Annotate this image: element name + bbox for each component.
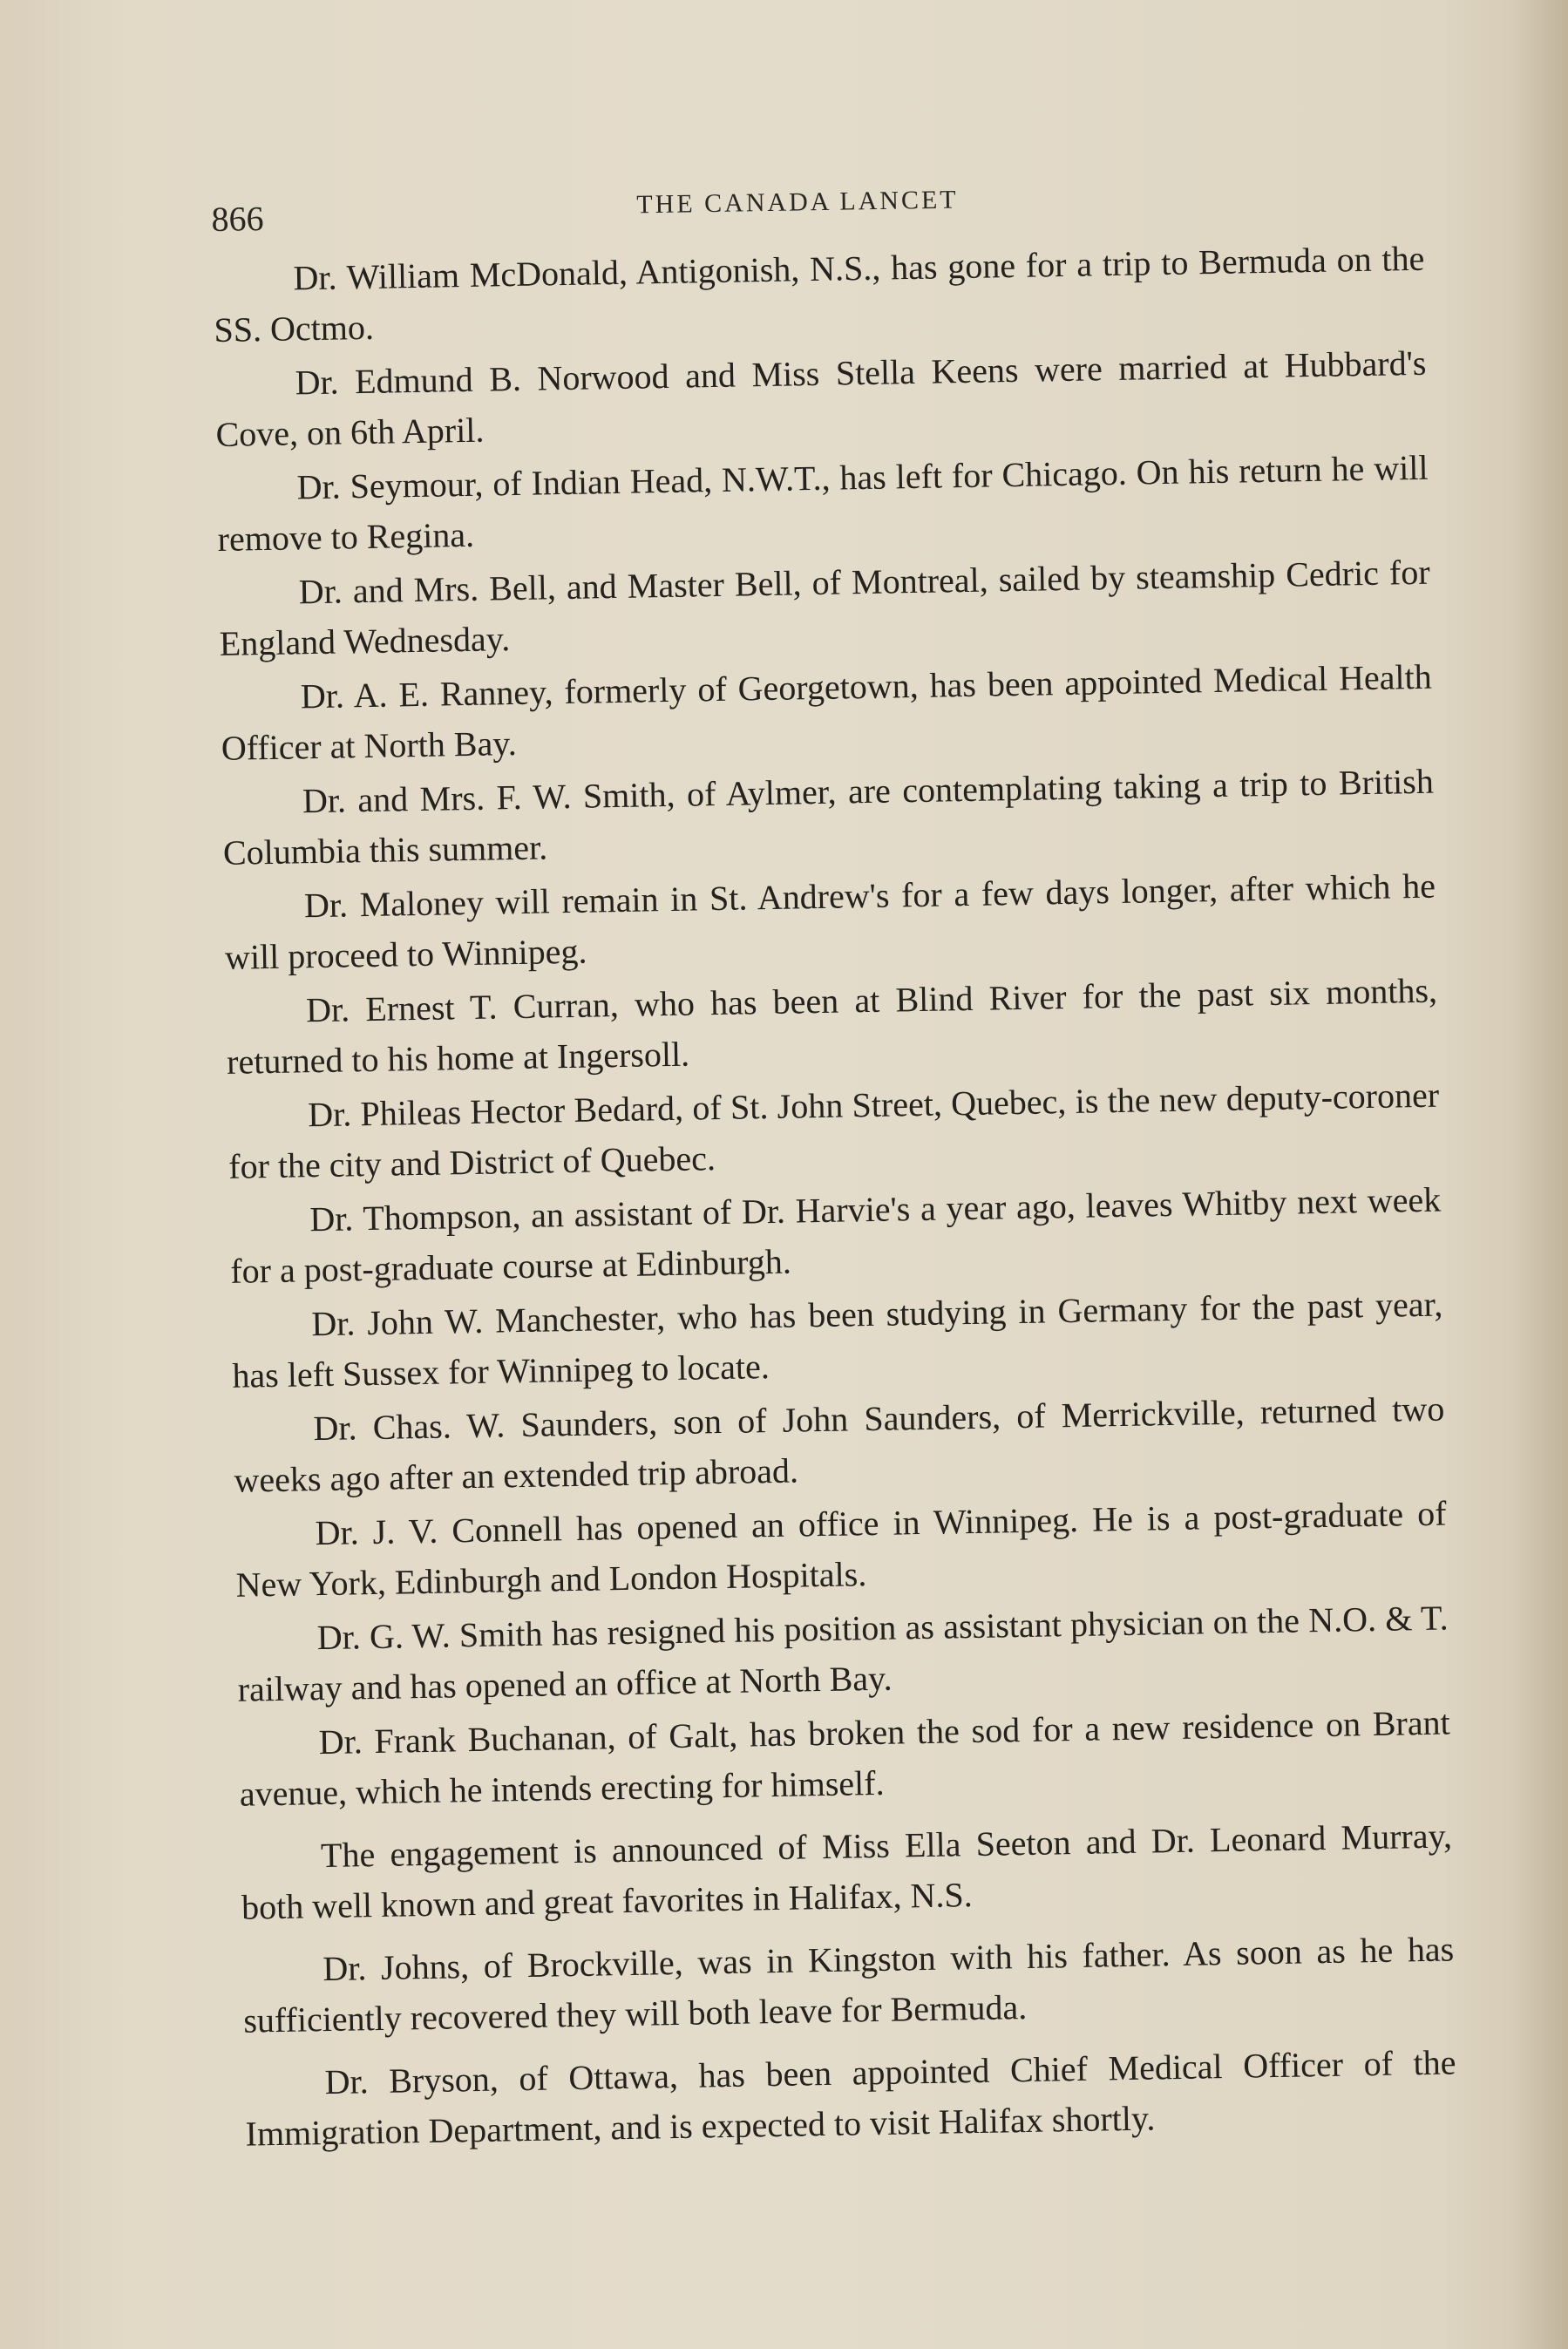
news-item: Dr. J. V. Connell has opened an office in Winnipeg. He is a post-graduate of New York, Edinburgh and London Hospitals.: [235, 1493, 1447, 1605]
news-item: Dr. John W. Manchester, who has been studying in Germany for the past year, has left Sussex for Winnipeg to locate.: [232, 1284, 1443, 1395]
news-item: Dr. William McDonald, Antigonish, N.S., has gone for a trip to Bermuda on the SS. Octmo.: [214, 238, 1425, 350]
news-item: The engagement is announced of Miss Ella Seeton and Dr. Leonard Murray, both well known and great favorites in Halifax, N.S.: [241, 1816, 1453, 1927]
news-items: [213, 234, 1457, 2163]
page-edge-shadow: [1516, 0, 1568, 2349]
news-item: Dr. Chas. W. Saunders, son of John Saunders, of Merrickville, returned two weeks ago after an extended trip abroad.: [234, 1388, 1445, 1500]
news-item: Dr. and Mrs. Bell, and Master Bell, of Montreal, sailed by steamship Cedric for England Wednesday.: [219, 552, 1430, 663]
news-item: Dr. Thompson, an assistant of Dr. Harvie's a year ago, leaves Whitby next week for a post-graduate course at Edinburgh.: [229, 1179, 1442, 1291]
news-item: Dr. Seymour, of Indian Head, N.W.T., has left for Chicago. On his return he will remove to Regina.: [217, 447, 1429, 559]
news-item: Dr. Phileas Hector Bedard, of St. John Street, Quebec, is the new deputy-coroner for the city and District of Quebec.: [227, 1075, 1440, 1186]
news-item: Dr. Edmund B. Norwood and Miss Stella Keens were married at Hubbard's Cove, on 6th April.: [215, 343, 1427, 454]
news-item: Dr. Johns, of Brockville, was in Kingston with his father. As soon as he has sufficiently recovered they will both leave for Bermuda.: [242, 1929, 1455, 2040]
news-item: Dr. G. W. Smith has resigned his position as assistant physician on the N.O. & T. railway and has opened an office at North Bay.: [237, 1598, 1449, 1709]
page-number: 866: [211, 199, 264, 239]
news-item: Dr. Ernest T. Curran, who has been at Blind River for the past six months, returned to his home at Ingersoll.: [226, 970, 1438, 1082]
news-item: Dr. Maloney will remain in St. Andrew's for a few days longer, after which he will proceed to Winnipeg.: [224, 866, 1436, 977]
journal-title: THE CANADA LANCET: [636, 185, 959, 220]
news-item: Dr. Bryson, of Ottawa, has been appointed Chief Medical Officer of the Immigration Department, and is expected to visit Halifax shortly.: [245, 2042, 1456, 2154]
news-item: Dr. and Mrs. F. W. Smith, of Aylmer, are contemplating taking a trip to British Columbia this summer.: [222, 761, 1435, 872]
news-item: Dr. Frank Buchanan, of Galt, has broken the sod for a new residence on Brant avenue, which he intends erecting for himself.: [239, 1702, 1450, 1814]
news-item: Dr. A. E. Ranney, formerly of Georgetown, has been appointed Medical Health Officer at North Bay.: [221, 656, 1433, 768]
